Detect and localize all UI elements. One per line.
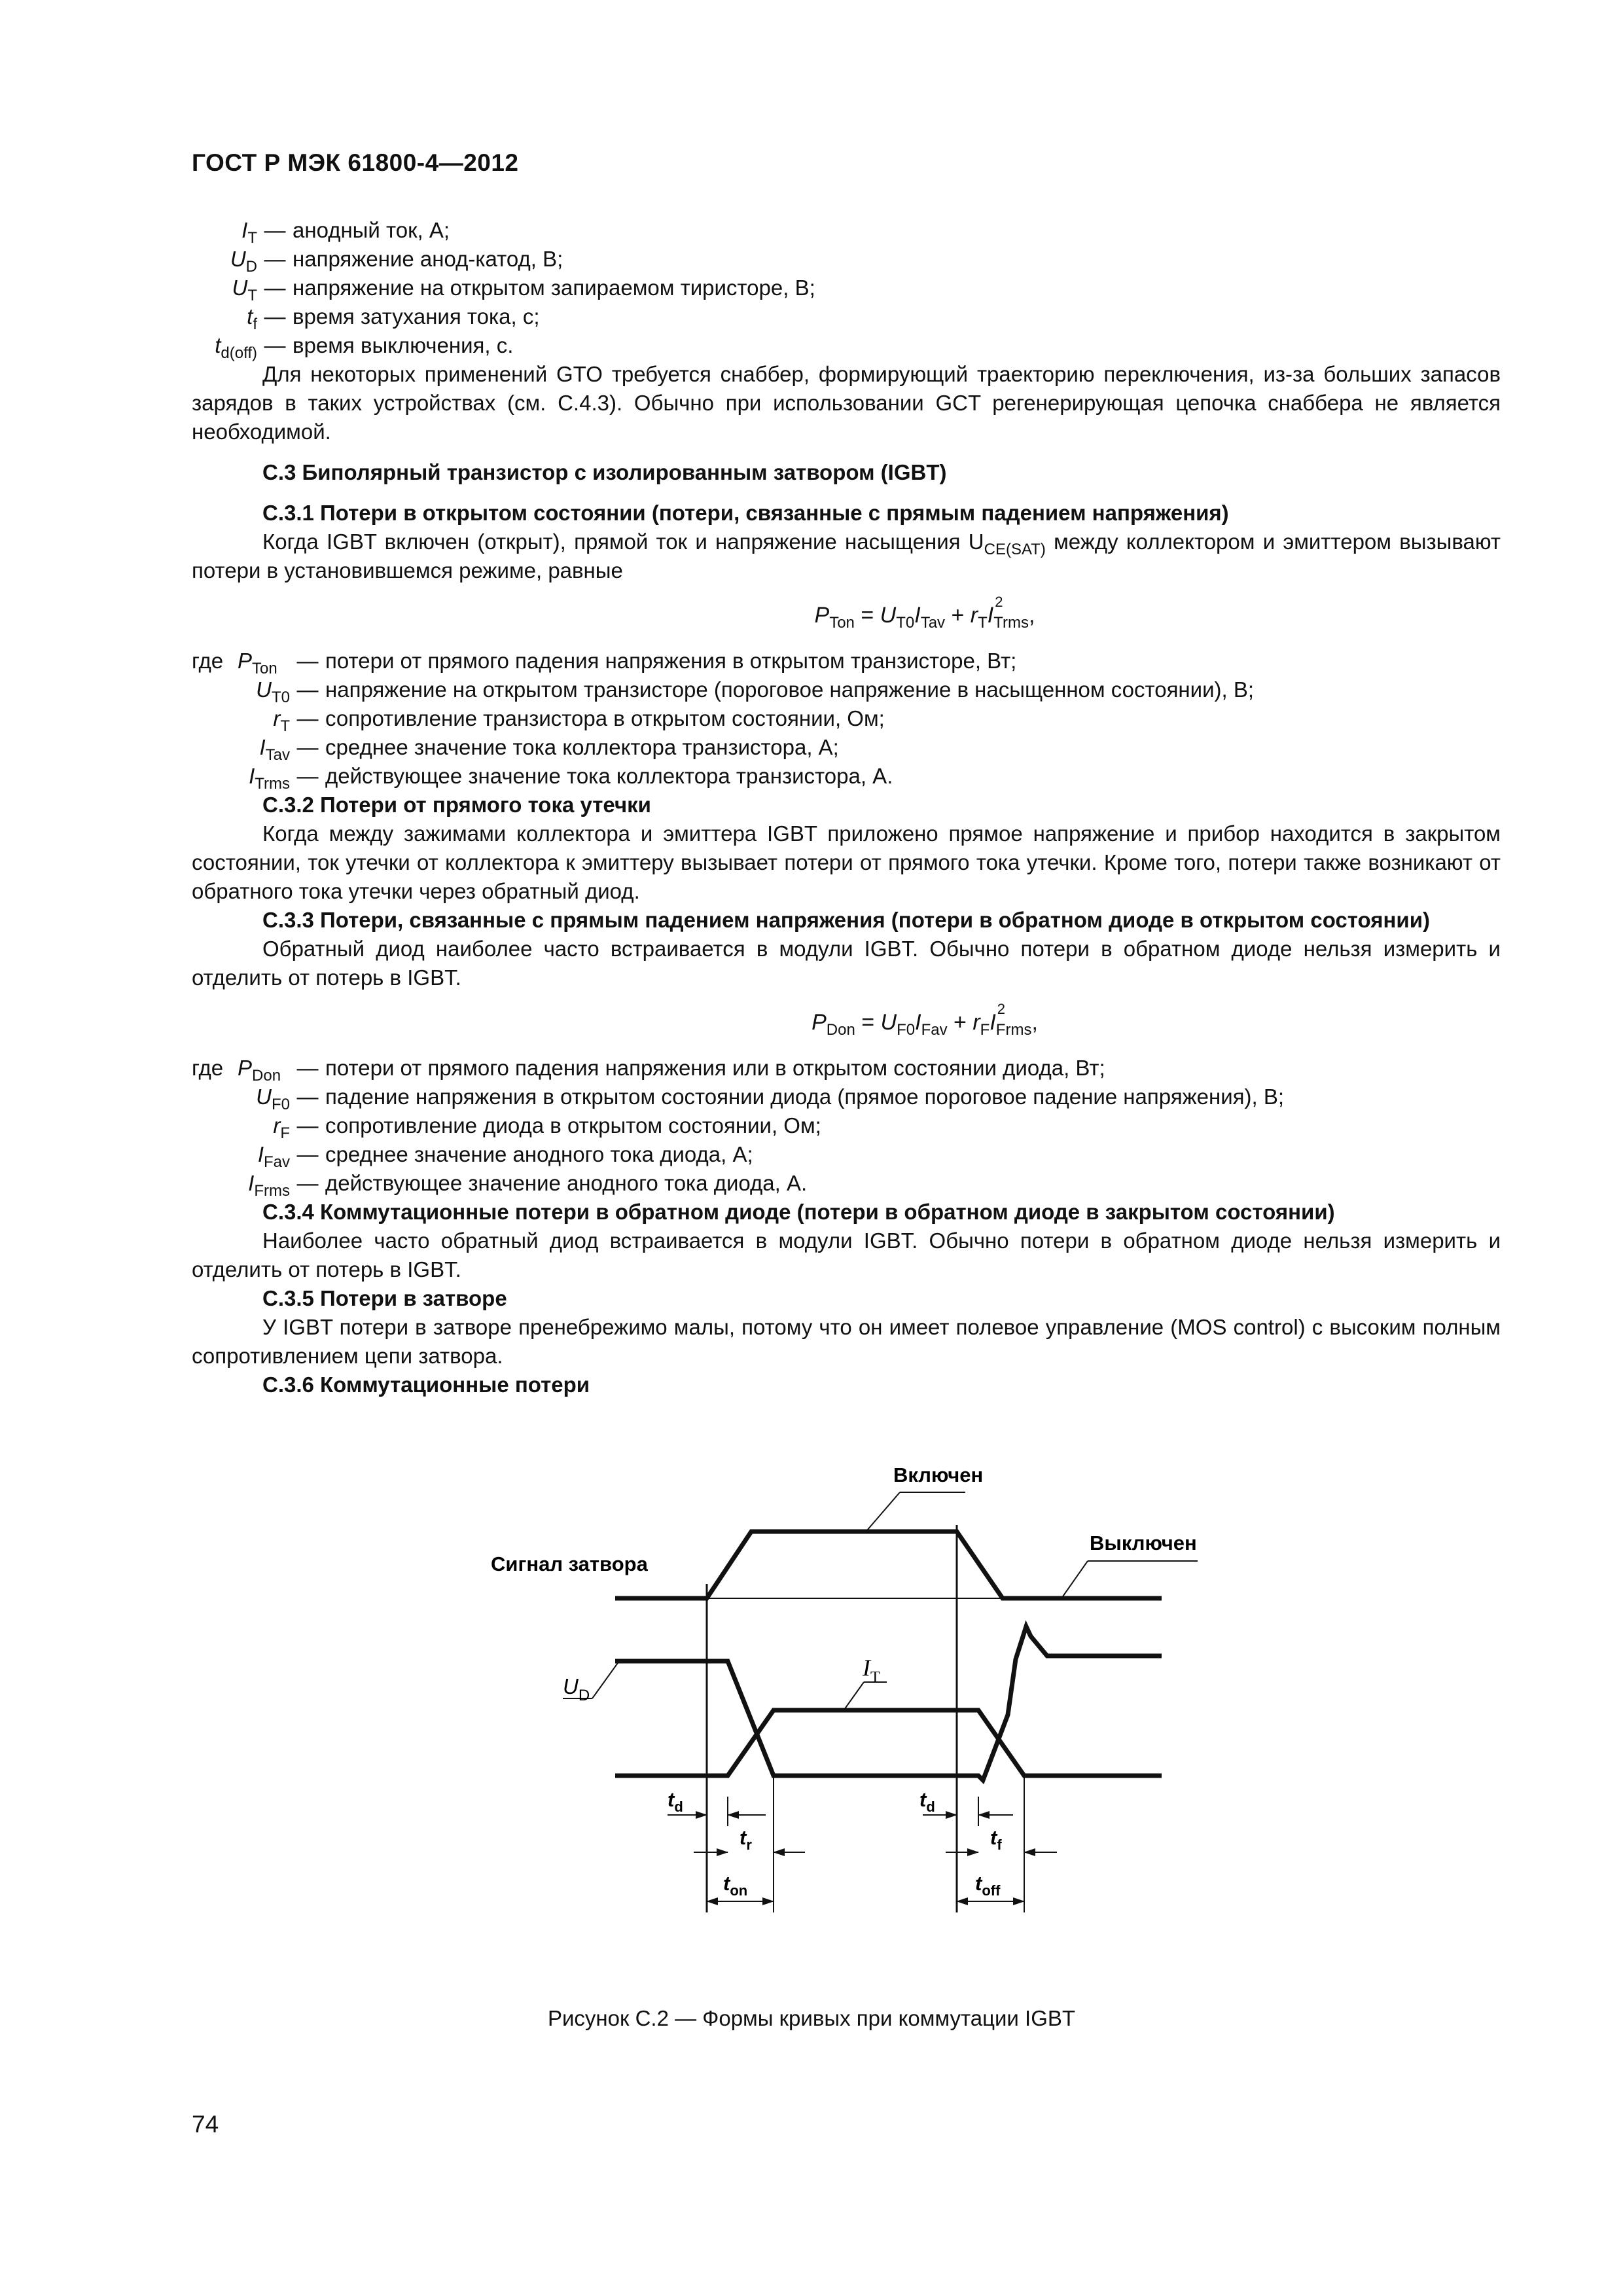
- paragraph-c31: Когда IGBT включен (открыт), прямой ток и напряжение насыщения $U_{CE(SAT)}$ между коллектором и эмиттером вызывают потери в установившемся режиме, равные: [192, 529, 1501, 583]
- label-td-on: $t_d$: [668, 1788, 683, 1815]
- label-td-off: $t_d$: [919, 1788, 935, 1815]
- formula-p-ton: $P_{Ton} = U_{T0}I_{Tav} + r_TI$ 2 $_{Trms}$,: [814, 594, 1035, 632]
- section-heading-c35: С.3.5 Потери в затворе: [262, 1286, 507, 1310]
- gate-signal-waveform: [615, 1532, 1162, 1598]
- definition-item: $I_{Trms}$ — действующее значение тока коллектора транзистора, А.: [249, 764, 893, 793]
- label-it: $I_T$: [863, 1655, 880, 1686]
- definition-item: $t_{d(off)}$ — время выключения, с.: [215, 333, 514, 362]
- definition-item: $r_T$ — сопротивление транзистора в открытом состоянии, Ом;: [273, 706, 885, 735]
- section-heading-c36: С.3.6 Коммутационные потери: [262, 1372, 590, 1397]
- label-ud: $U_D$: [563, 1674, 590, 1704]
- page-number: 74: [192, 2111, 219, 2138]
- paragraph-gto: Для некоторых применений GTO требуется снаббер, формирующий траекторию переключения, из-за больших запасов зарядов в таких устройствах (см. С.4.3). Обычно при использовании GCT регенерирующая цепочка снаббера не является необходимой.: [192, 362, 1501, 444]
- definition-item: $I_T$ — анодный ток, А;: [241, 218, 450, 247]
- definition-item: $U_{T0}$ — напряжение на открытом транзисторе (пороговое напряжение в насыщенном состоянии), В;: [256, 677, 1255, 706]
- section-heading-c32: С.3.2 Потери от прямого тока утечки: [262, 793, 651, 817]
- igbt-switching-waveform-figure: [0, 1440, 1623, 2029]
- current-it-waveform: [615, 1710, 1162, 1776]
- label-gate-signal: Сигнал затвора: [491, 1552, 648, 1575]
- definition-item: $I_{Tav}$ — среднее значение тока коллектора транзистора, А;: [259, 735, 839, 764]
- leader-line: [844, 1682, 864, 1710]
- definition-item: $U_{F0}$ — падение напряжения в открытом состоянии диода (прямое пороговое падение напряжения), В;: [256, 1085, 1285, 1113]
- paragraph-c34: Наиболее часто обратный диод встраивается в модули IGBT. Обычно потери в обратном диоде нельзя измерить и отделить от потерь в IGBT.: [192, 1229, 1501, 1282]
- label-tf: $t_f$: [990, 1826, 1002, 1853]
- definitions-c33: [192, 1054, 1501, 1198]
- section-heading-c3: С.3 Биполярный транзистор с изолированным затвором (IGBT): [262, 460, 947, 484]
- formula-p-don: $P_{Don} = U_{F0}I_{Fav} + r_FI$ 2 $_{Frms}$,: [812, 1001, 1038, 1039]
- definition-item: $I_{Fav}$ — среднее значение анодного тока диода, А;: [257, 1142, 753, 1171]
- leader-line: [1061, 1561, 1088, 1598]
- label-tr: $t_r$: [740, 1826, 752, 1853]
- definition-item: $t_f$ — время затухания тока, с;: [247, 304, 540, 333]
- label-ton: $t_{on}$: [723, 1872, 748, 1899]
- figure-caption: Рисунок С.2 — Формы кривых при коммутации IGBT: [547, 2006, 1076, 2030]
- section-heading-c33: С.3.3 Потери, связанные с прямым падением напряжения (потери в обратном диоде в открытом состоянии): [262, 908, 1430, 932]
- definition-item: $U_D$ — напряжение анод-катод, В;: [230, 247, 563, 276]
- voltage-ud-waveform: [615, 1626, 1162, 1780]
- label-on: Включен: [893, 1463, 984, 1486]
- leader-line: [867, 1492, 900, 1530]
- definition-item: $r_F$ — сопротивление диода в открытом состоянии, Ом;: [273, 1113, 821, 1142]
- label-off: Выключен: [1090, 1532, 1197, 1554]
- definition-item: где $P_{Ton}$ — потери от прямого падения напряжения в открытом транзисторе, Вт;: [192, 649, 1017, 677]
- section-heading-c34: С.3.4 Коммутационные потери в обратном диоде (потери в обратном диоде в закрытом состоянии): [262, 1200, 1335, 1224]
- definition-item: $U_T$ — напряжение на открытом запираемом тиристоре, В;: [232, 276, 815, 304]
- top-definitions: [192, 216, 1501, 360]
- label-toff: $t_{off}$: [975, 1872, 1001, 1899]
- definition-item: где $P_{Don}$ — потери от прямого падения напряжения или в открытом состоянии диода, Вт;: [192, 1056, 1105, 1085]
- leader-line: [592, 1661, 619, 1698]
- paragraph-c32: Когда между зажимами коллектора и эмиттера IGBT приложено прямое напряжение и прибор находится в закрытом состоянии, ток утечки от коллектора к эмиттеру вызывает потери от прямого тока утечки. Кроме того, потери также возникают от обратного тока утечки через обратный диод.: [192, 821, 1501, 903]
- paragraph-c33: Обратный диод наиболее часто встраивается в модули IGBT. Обычно потери в обратном диоде нельзя измерить и отделить от потерь в IGBT.: [192, 937, 1501, 990]
- definitions-c31: [192, 647, 1501, 791]
- document-header: ГОСТ Р МЭК 61800-4—2012: [192, 149, 519, 176]
- paragraph-c35: У IGBT потери в затворе пренебрежимо малы, потому что он имеет полевое управление (MOS control) с высоким полным сопротивлением цепи затвора.: [192, 1315, 1501, 1368]
- definition-item: $I_{Frms}$ — действующее значение анодного тока диода, А.: [248, 1171, 808, 1200]
- text-column: [192, 216, 1501, 1399]
- section-heading-c31: С.3.1 Потери в открытом состоянии (потери, связанные с прямым падением напряжения): [262, 501, 1229, 525]
